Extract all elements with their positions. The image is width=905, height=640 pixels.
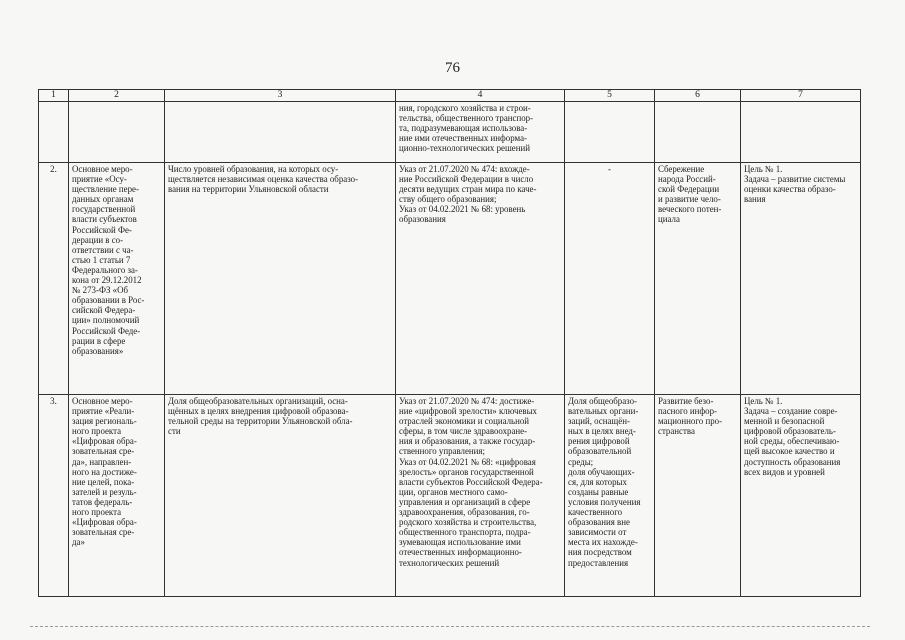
decree-cell: ния, городского хозяйства и строи- тельства, общественного транспор- та, подразумевающая использова- ние ими отечественных информа- ционно-технологических решений — [396, 102, 565, 163]
national-goal-cell — [655, 102, 741, 163]
program-indicator-cell: Доля общеобразо- вательных органи- заций, оснащён- ных в целях внед- рения цифровой образовательной среды; доля обучающих- ся, для которых созданы равные условия получения качественного образования вне зависимости от места их нахожде- ния посредством предоставления — [565, 395, 655, 597]
column-header: 5 — [565, 90, 655, 102]
decree-cell: Указ от 21.07.2020 № 474: достиже- ние «цифровой зрелости» ключевых отраслей экономики и социальной сферы, в том числе здравоохране- ния и образования, а также государ- ственного управления; Указ от 04.02.2021 № 68: «цифровая зрелость» органов государственной власти субъектов Российской Федера- ции, органов местного само- управления и организаций в сфере здравоохранения, образования, го- родского хозяйства и строительства, общественного транспорта, подра- зумевающая использование ими отечественных информационно- технологических решений — [396, 395, 565, 597]
table-row — [39, 395, 861, 597]
table-row — [39, 102, 861, 163]
program-indicator-cell: - — [565, 163, 655, 395]
document-table — [38, 89, 861, 597]
column-header: 4 — [396, 90, 565, 102]
column-header: 6 — [655, 90, 741, 102]
indicator-cell: Число уровней образования, на которых осу- ществляется независимая оценка качества образо- вания на территории Ульяновской области — [165, 163, 396, 395]
scan-artifact-line — [30, 626, 870, 627]
row-number-cell: 2. — [39, 163, 69, 395]
measure-cell: Основное меро- приятие «Реали- зация региональ- ного проекта «Цифровая обра- зовательная сре- да», направлен- ного на достиже- ние целей, пока- зателей и резуль- татов федераль- ного проекта «Цифровая обра- зовательная сре- да» — [69, 395, 165, 597]
measure-cell — [69, 102, 165, 163]
table-header-row — [39, 90, 861, 102]
national-goal-cell: Развитие безо- пасного инфор- мационного про- странства — [655, 395, 741, 597]
column-header: 7 — [741, 90, 861, 102]
column-header: 2 — [69, 90, 165, 102]
decree-cell: Указ от 21.07.2020 № 474: вхожде- ние Российской Федерации в число десяти ведущих стран мира по каче- ству общего образования; Указ от 04.02.2021 № 68: уровень образования — [396, 163, 565, 395]
column-header: 1 — [39, 90, 69, 102]
goal-task-cell — [741, 102, 861, 163]
goal-task-cell: Цель № 1. Задача – создание совре- менной и безопасной цифровой образователь- ной среды, обеспечиваю- щей высокое качество и доступность образования всех видов и уровней — [741, 395, 861, 597]
indicator-cell: Доля общеобразовательных организаций, осна- щённых в целях внедрения цифровой образова- тельной среды на территории Ульяновской обла- сти — [165, 395, 396, 597]
program-indicator-cell — [565, 102, 655, 163]
row-number-cell: 3. — [39, 395, 69, 597]
national-goal-cell: Сбережение народа Россий- ской Федерации и развитие чело- веческого потен- циала — [655, 163, 741, 395]
page-number: 76 — [445, 60, 460, 76]
goal-task-cell: Цель № 1. Задача – развитие системы оценки качества образо- вания — [741, 163, 861, 395]
row-number-cell — [39, 102, 69, 163]
indicator-cell — [165, 102, 396, 163]
table-row — [39, 163, 861, 395]
column-header: 3 — [165, 90, 396, 102]
measure-cell: Основное меро- приятие «Осу- ществление пере- данных органам государственной власти субъектов Российской Фе- дерации в со- ответствии с ча- стью 1 статьи 7 Федерального за- кона от 29.12.2012 № 273-ФЗ «Об образовании в Рос- сийской Федера- ции» полномочий Российской Феде- рации в сфере образования» — [69, 163, 165, 395]
